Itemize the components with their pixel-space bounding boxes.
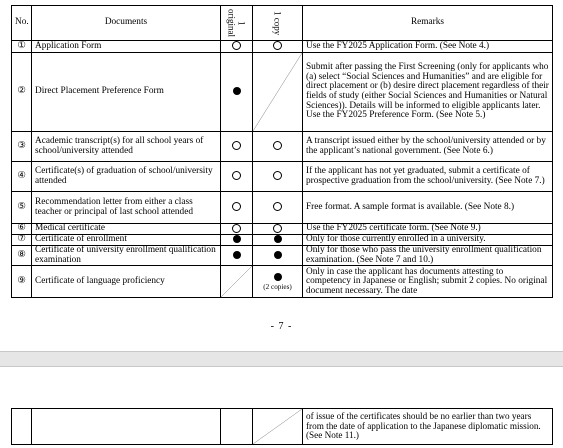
row-number: ③ [17,140,26,151]
header-original: 1 original [226,9,247,37]
continuation-num-cell [12,409,32,445]
remarks-text: Only for those currently enrolled in a university. [303,235,553,246]
open-circle-icon [273,224,282,233]
remarks-text: Only for those who pass the university enrollment qualification examination. (See Note 7 and 10.) [303,246,553,266]
copy-mark [253,224,303,235]
header-copy: 1 copy [272,10,283,36]
page-break-gap [0,351,563,367]
open-circle-icon [232,224,241,233]
copy-mark [253,41,303,53]
copy-mark [253,235,303,246]
row-number: ⑧ [17,250,26,261]
document-name: Certificate(s) of graduation of school/university attended [32,162,221,192]
original-mark [221,224,253,235]
original-mark [221,41,253,53]
filled-circle-icon [274,251,282,259]
original-mark [221,246,253,266]
remarks-text: If the applicant has not yet graduated, submit a certificate of prospective graduation from the school/university. (See Note 7.) [303,162,553,192]
document-name: Medical certificate [32,224,221,235]
document-name: Application Form [32,41,221,53]
remarks-text: Submit after passing the First Screening (only for applicants who (a) select “Social Sciences and Humanities” and are eligible for direct placement or (b) desire direct placement regardless of their fields of study (either Social Sciences and Humanities or Natural Sciences)). Details will be informed to eligible applicants later. Use the FY2025 Preference Form. (See Note 5.) [303,53,553,132]
remarks-text: Free format. A sample format is available. (See Note 8.) [303,192,553,224]
copy-mark [253,162,303,192]
document-name: Recommendation letter from either a class teacher or principal of last school attended [32,192,221,224]
continuation-remarks: of issue of the certificates should be no earlier than two years from the date of application to the Japanese diplomatic mission. (See Note 11.) [303,409,553,445]
row-number: ⑦ [17,234,26,245]
original-mark [221,53,253,132]
open-circle-icon [232,202,241,211]
continuation-original-cell [221,409,253,445]
continuation-row [12,409,553,445]
table-row [12,41,553,53]
original-mark [221,162,253,192]
table-row [12,192,553,224]
row-number: ⑨ [17,276,26,287]
copy-mark [253,246,303,266]
continuation-doc-cell [32,409,221,445]
copy-mark [253,132,303,162]
filled-circle-icon [233,251,241,259]
document-name: Direct Placement Preference Form [32,53,221,132]
open-circle-icon [232,41,241,50]
original-slash [221,266,253,298]
continuation-table [11,408,553,445]
row-number: ⑤ [17,201,26,212]
row-number: ② [17,86,26,97]
remarks-text: Use the FY2025 Application Form. (See Note 4.) [303,41,553,53]
filled-circle-icon [233,87,241,95]
continuation-copy-slash [253,409,303,445]
document-name: Certificate of university enrollment qualification examination [32,246,221,266]
open-circle-icon [232,141,241,150]
table-row [12,132,553,162]
original-mark [221,235,253,246]
header-remarks: Remarks [303,6,553,41]
row-number: ④ [17,170,26,181]
open-circle-icon [273,141,282,150]
table-row [12,53,553,132]
slash-line [221,266,252,297]
header-no: No. [12,6,32,41]
filled-circle-icon [274,273,282,281]
table-header-row [12,6,553,41]
document-name: Academic transcript(s) for all school years of school/university attended [32,132,221,162]
copy-mark [253,192,303,224]
document-name: Certificate of language proficiency [32,266,221,298]
original-mark [221,132,253,162]
copy-slash [253,53,303,132]
open-circle-icon [273,202,282,211]
table-body [12,41,553,298]
filled-circle-icon [233,235,241,243]
table-row [12,162,553,192]
page-number: - 7 - [270,321,293,332]
row-number: ① [17,40,26,51]
copy-count-note: (2 copies) [263,282,292,291]
open-circle-icon [273,171,282,180]
table-row [12,266,553,298]
open-circle-icon [273,41,282,50]
remarks-text: Use the FY2025 certificate form. (See Note 9.) [303,224,553,235]
filled-circle-icon [274,235,282,243]
original-mark [221,192,253,224]
table-row [12,246,553,266]
remarks-text: A transcript issued either by the school/university attended or by the applicant’s national government. (See Note 6.) [303,132,553,162]
copy-mark [253,266,303,298]
remarks-text: Only in case the applicant has documents attesting to competency in Japanese or English; submit 2 copies. No original document necessary. The date [303,266,553,298]
row-number: ⑥ [17,223,26,234]
slash-line [253,53,302,131]
open-circle-icon [232,171,241,180]
header-documents: Documents [32,6,221,41]
required-documents-table [11,5,553,298]
document-name: Certificate of enrollment [32,235,221,246]
slash-line [253,409,302,444]
